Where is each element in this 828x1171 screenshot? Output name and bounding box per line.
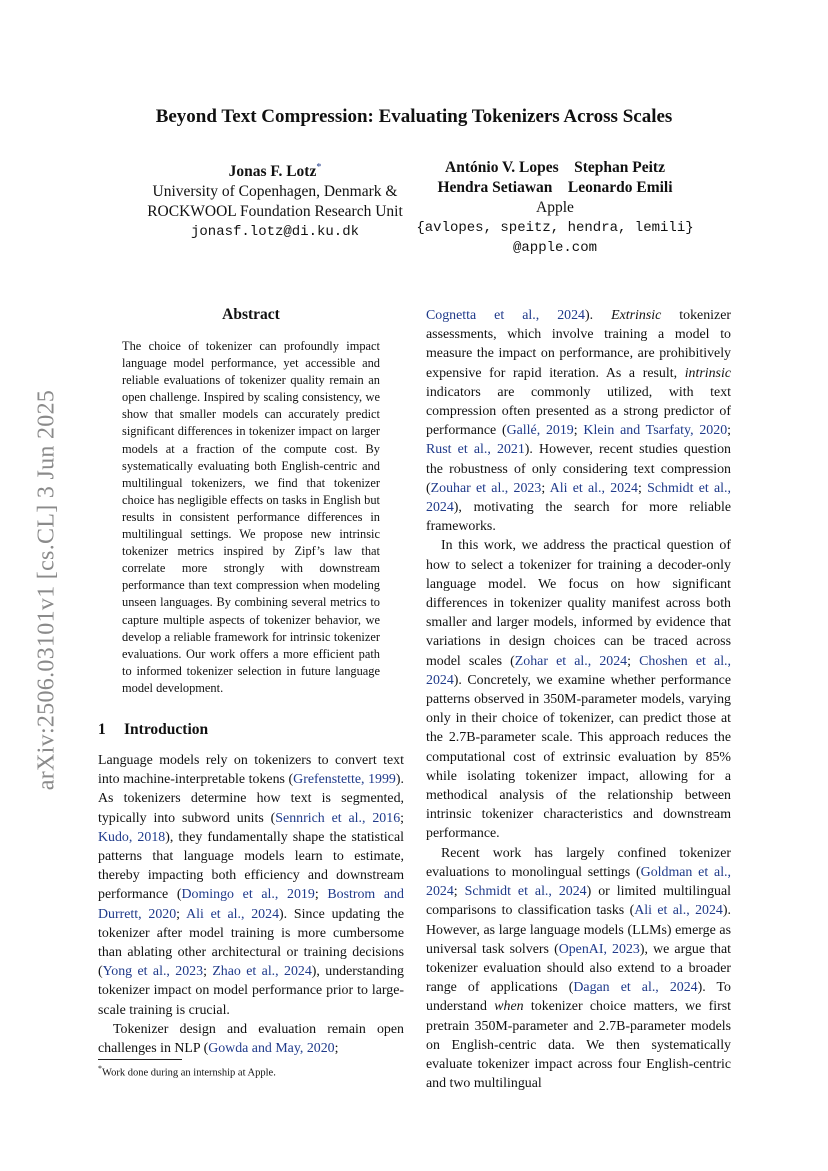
author-email[interactable]: jonasf.lotz@di.ku.dk [190,224,360,241]
author-affiliation: Apple [536,199,574,216]
arxiv-sidebar-stamp [22,355,72,825]
section-number: 1 [98,721,106,738]
citation-link[interactable]: Ali et al., 2024 [549,480,639,496]
abstract-text: The choice of tokenizer can profoundly impact language model performance, yet accessible and reliable evaluations of tokenizer quality remain an open challenge. Inspired by scaling consistency, we show that smaller models can accurately predict significant differences in tokenizer impact on larger models at a fraction of the compute cost. By systematically evaluating both English-centric and multilingual tokenizers, we find that tokenizer choice has negligible effects on tasks in English but results in consistent performance differences in multilingual settings. We propose new intrinsic tokenizer metrics inspired by Zipf’s law that correlate more strongly with downstream performance than text compression when modeling unseen languages. By combining several metrics to capture multiple aspects of tokenizer behavior, we develop a reliable framework for intrinsic tokenizer evaluations. Our work offers a more efficient path to informed tokenizer selection in future language model development. [122,339,380,695]
footnote-mark: * [316,162,322,173]
section-heading-introduction [98,721,208,739]
citation-link[interactable]: Zhao et al., 2024 [212,964,312,980]
paragraph: Cognetta et al., 2024). Extrinsic tokenizer assessments, which involve training a model to measure the impact on performance, are prohibitively expensive for rapid iteration. As a result, intrinsic indicators are commonly utilized, with text compression often presented as a strong predictor of performance (Gallé, 2019; Klein and Tsarfaty, 2020; Rust et al., 2021). However, recent studies question the robustness of only considering text compression (Zouhar et al., 2023; Ali et al., 2024; Schmidt et al., 2024), motivating the search for more reliable frameworks. [426,308,731,535]
paragraph: Recent work has largely confined tokenizer evaluations to monolingual settings (Goldman et al., 2024; Schmidt et al., 2024) or limited multilingual comparisons to classification tasks (Ali et al., 2024). However, as large language models (LLMs) emerge as universal task solvers (OpenAI, 2023), we argue that tokenizer evaluation should also extend to a broader range of applications (Dagan et al., 2024). To understand when tokenizer choice matters, we first pretrain 350M-parameter and 2.7B-parameter models on English-centric data. We then systematically evaluate tokenizer impact across four English-centric and two multilingual [426,845,732,1092]
footnote-mark: * [98,1064,102,1073]
body-column-left [98,751,404,1058]
citation-link[interactable]: Ali et al., 2024 [634,903,723,919]
arxiv-identifier: arXiv:2506.03101v1 [cs.CL] 3 Jun 2025 [33,389,60,791]
author-email-domain: @apple.com [512,240,597,256]
author-email[interactable]: {avlopes, speitz, hendra, lemili} [416,220,694,236]
citation-link[interactable]: Schmidt et al., 2024 [464,884,587,900]
citation-link[interactable]: Bostrom and Durrett, 2020 [98,887,404,922]
paragraph: In this work, we address the practical question of how to select a tokenizer for training a decoder-only language model. We focus on how significant differences in tokenizer quality manifest across both smaller and larger models, informed by evidence that variations in design choices can be traced across model scales (Zohar et al., 2024; Choshen et al., 2024). Concretely, we examine whether performance patterns observed in 350M-parameter models, varying only in their choice of tokenizer, can predict those at the 2.7B-parameter scale. This approach reduces the computational cost of extrinsic evaluation by 85% while isolating tokenizer impact, allowing for a methodical analysis of the relationship between intrinsic tokenizer characteristics and downstream performance. [426,538,731,842]
body-column-right [426,306,731,1093]
author-affiliation: University of Copenhagen, Denmark & [152,183,398,201]
author-name: Jonas F. Lotz [228,163,317,181]
author-names: António V. Lopes Stephan Peitz [445,159,665,176]
citation-link[interactable]: Ali et al., 2024 [186,906,280,922]
author-names: Hendra Setiawan Leonardo Emili [437,179,673,196]
citation-link[interactable]: Klein and Tsarfaty, 2020 [583,423,728,439]
paragraph: Language models rely on tokenizers to convert text into machine-interpretable tokens (Grefenstette, 1999). As tokenizers determine how text is segmented, typically into subword units (Sennrich et al., 2016; Kudo, 2018), they fundamentally shape the statistical patterns that language models learn to estimate, thereby impacting both efficiency and downstream performance (Domingo et al., 2019; Bostrom and Durrett, 2020; Ali et al., 2024). Since updating the tokenizer after model training is more cumbersome than ablating other architectural or training decisions (Yong et al., 2023; Zhao et al., 2024), understanding tokenizer impact on model performance prior to large-scale training is crucial. [98,753,404,1018]
citation-link[interactable]: Cognetta et al., 2024 [426,308,585,323]
emphasis-text: intrinsic [684,365,731,381]
citation-link[interactable]: Gowda and May, 2020 [208,1041,335,1057]
citation-link[interactable]: Gallé, 2019 [506,423,574,439]
citation-link[interactable]: Yong et al., 2023 [102,964,204,980]
citation-link[interactable]: Kudo, 2018 [98,829,166,845]
emphasis-text: Extrinsic [611,308,662,323]
citation-link[interactable]: Zouhar et al., 2023 [430,480,542,496]
author-block-copenhagen [134,158,416,242]
paper-title: Beyond Text Compression: Evaluating Tokenizers Across Scales [155,106,673,127]
section-title: Introduction [124,721,209,738]
paragraph: Tokenizer design and evaluation remain open challenges in NLP (Gowda and May, 2020; [98,1021,404,1057]
citation-link[interactable]: OpenAI, 2023 [558,941,640,957]
abstract-heading: Abstract [222,306,280,323]
citation-link[interactable]: Goldman et al., 2024 [426,864,731,900]
author-block-apple [404,158,706,258]
citation-link[interactable]: Zohar et al., 2024 [514,653,628,669]
citation-link[interactable]: Schmidt et al., 2024 [426,480,731,516]
citation-link[interactable]: Grefenstette, 1999 [293,772,396,788]
footnote-rule [98,1059,182,1060]
author-affiliation: ROCKWOOL Foundation Research Unit [147,203,403,221]
citation-link[interactable]: Choshen et al., 2024 [426,653,731,688]
citation-link[interactable]: Sennrich et al., 2016 [275,810,401,826]
footnote-text: Work done during an internship at Apple. [102,1067,276,1079]
footnote [98,1064,276,1079]
citation-link[interactable]: Domingo et al., 2019 [181,887,315,903]
emphasis-text: when [494,999,524,1015]
citation-link[interactable]: Rust et al., 2021 [426,442,525,458]
citation-link[interactable]: Dagan et al., 2024 [573,980,698,996]
